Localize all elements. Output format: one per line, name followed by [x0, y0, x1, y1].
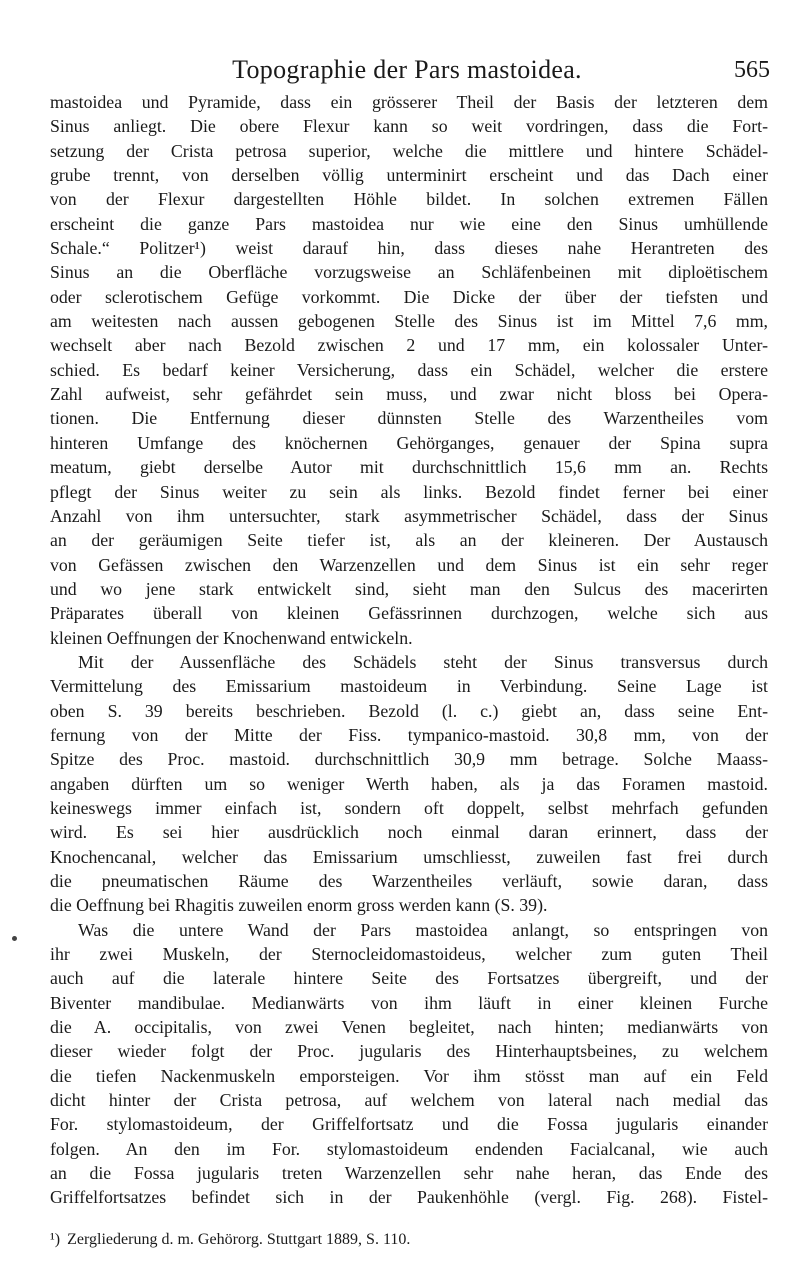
text-line: an der geräumigen Seite tiefer ist, als an der kleineren. Der Austausch [50, 530, 768, 551]
text-line: For. stylomastoideum, der Griffelfortsatz und die Fossa jugularis einander [50, 1114, 768, 1135]
paragraph-start-line: Mit der Aussenfläche des Schädels steht der Sinus transversus durch [78, 651, 768, 672]
text-line: oben S. 39 bereits beschrieben. Bezold (l. c.) giebt an, dass seine Ent- [50, 700, 768, 721]
text-line: Zahl aufweist, sehr gefährdet sein muss, und zwar nicht bloss bei Opera- [50, 384, 768, 405]
text-line: an die Fossa jugularis treten Warzenzellen sehr nahe heran, das Ende des [50, 1163, 768, 1184]
text-line: auch auf die laterale hintere Seite des Fortsatzes übergreift, und der [50, 968, 768, 989]
text-line: schied. Es bedarf keiner Versicherung, dass ein Schädel, welcher die erstere [50, 359, 768, 380]
text-line: hinteren Umfange des knöchernen Gehörganges, genauer der Spina supra [50, 432, 768, 453]
text-line: angaben dürften um so weniger Werth haben, als ja das Foramen mastoid. [50, 773, 768, 794]
text-line: Spitze des Proc. mastoid. durchschnittlich 30,9 mm betrage. Solche Maass- [50, 749, 768, 770]
text-line: oder sclerotischem Gefüge vorkommt. Die Dicke der über der tiefsten und [50, 286, 768, 307]
text-line: dicht hinter der Crista petrosa, auf welchem von lateral nach medial das [50, 1090, 768, 1111]
text-line: tionen. Die Entfernung dieser dünnsten Stelle des Warzentheiles vom [50, 408, 768, 429]
text-line: mastoidea und Pyramide, dass ein grösserer Theil der Basis der letzteren dem [50, 92, 768, 112]
footnote-text: Zergliederung d. m. Gehörorg. Stuttgart 1889, S. 110. [67, 1231, 411, 1248]
text-line: die A. occipitalis, von zwei Venen begleitet, nach hinten; medianwärts von [50, 1017, 768, 1038]
text-line: am weitesten nach aussen gebogenen Stelle des Sinus ist im Mittel 7,6 mm, [50, 311, 768, 332]
text-line: dieser wieder folgt der Proc. jugularis des Hinterhauptsbeines, zu welchem [50, 1041, 768, 1062]
text-line: Sinus anliegt. Die obere Flexur kann so weit vordringen, dass die Fort- [50, 116, 768, 137]
text-line: Griffelfortsatzes befindet sich in der Paukenhöhle (vergl. Fig. 268). Fistel- [50, 1187, 768, 1208]
page-title: Topographie der Pars mastoidea. [232, 55, 582, 84]
footnote-marker: ¹) [50, 1231, 61, 1248]
text-line: erscheint die ganze Pars mastoidea nur wie eine den Sinus umhüllende [50, 213, 768, 234]
text-line: die tiefen Nackenmuskeln emporsteigen. Vor ihm stösst man auf ein Feld [50, 1065, 768, 1086]
text-line: wird. Es sei hier ausdrücklich noch einmal daran erinnert, dass der [50, 822, 768, 843]
text-line: Vermittelung des Emissarium mastoideum in Verbindung. Seine Lage ist [50, 676, 768, 697]
text-line: kleinen Oeffnungen der Knochenwand entwickeln. [50, 627, 413, 648]
text-line: ihr zwei Muskeln, der Sternocleidomastoideus, welcher zum guten Theil [50, 944, 768, 965]
text-line: folgen. An den im For. stylomastoideum endenden Facialcanal, wie auch [50, 1138, 768, 1159]
text-line: Anzahl von ihm untersuchter, stark asymmetrischer Schädel, dass der Sinus [50, 505, 768, 526]
text-line: Schale.“ Politzer¹) weist darauf hin, dass dieses nahe Herantreten des [50, 238, 768, 259]
stray-ink-mark [12, 936, 17, 941]
text-line: fernung von der Mitte der Fiss. tympanico-mastoid. 30,8 mm, von der [50, 724, 768, 745]
running-head [44, 52, 770, 88]
text-line: meatum, giebt derselbe Autor mit durchschnittlich 15,6 mm an. Rechts [50, 457, 768, 478]
text-line: von Gefässen zwischen den Warzenzellen und dem Sinus ist ein sehr reger [50, 554, 768, 575]
text-line: die pneumatischen Räume des Warzentheiles verläuft, sowie daran, dass [50, 871, 768, 891]
paragraph-start-line: Was die untere Wand der Pars mastoidea anlangt, so entspringen von [78, 919, 768, 940]
footnote [50, 1229, 768, 1251]
text-line: setzung der Crista petrosa superior, welche die mittlere und hintere Schädel- [50, 140, 768, 161]
text-line: keineswegs immer einfach ist, sondern oft doppelt, selbst mehrfach gefunden [50, 797, 768, 818]
text-line: Sinus an die Oberfläche vorzugsweise an Schläfenbeinen mit diploëtischem [50, 262, 768, 283]
text-line: wechselt aber nach Bezold zwischen 2 und 17 mm, ein kolossaler Unter- [50, 335, 768, 356]
text-line: und wo jene stark entwickelt sind, sieht man den Sulcus des macerirten [50, 578, 768, 599]
text-line: Präparates überall von kleinen Gefässrinnen durchzogen, welche sich aus [50, 603, 768, 624]
text-line: Biventer mandibulae. Medianwärts von ihm läuft in einer kleinen Furche [50, 992, 768, 1013]
body-text [50, 90, 768, 1210]
text-line: die Oeffnung bei Rhagitis zuweilen enorm gross werden kann (S. 39). [50, 895, 548, 916]
text-line: Knochencanal, welcher das Emissarium umschliesst, zuweilen fast frei durch [50, 846, 768, 867]
text-line: grube trennt, von derselben völlig unterminirt erscheint und das Dach einer [50, 165, 768, 186]
text-line: pflegt der Sinus weiter zu sein als links. Bezold findet ferner bei einer [50, 481, 768, 502]
text-line: von der Flexur dargestellten Höhle bildet. In solchen extremen Fällen [50, 189, 768, 210]
page-number: 565 [734, 57, 770, 83]
